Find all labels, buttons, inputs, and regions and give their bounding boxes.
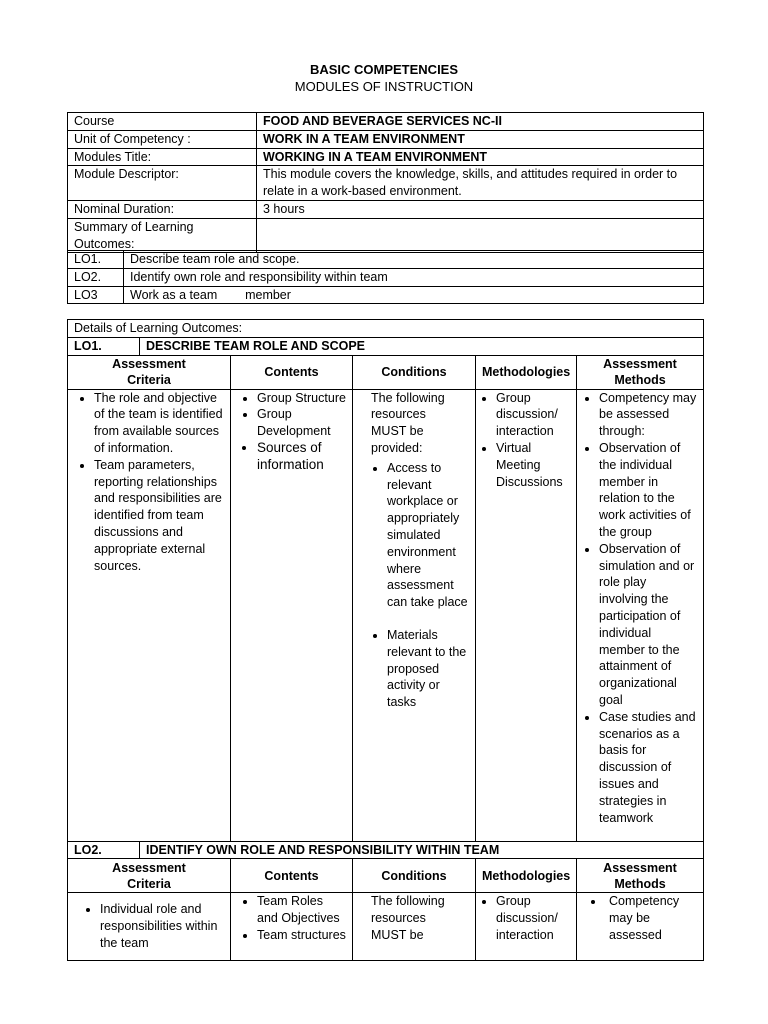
course-value: FOOD AND BEVERAGE SERVICES NC-II — [257, 113, 704, 131]
lo1-column-header-row — [68, 355, 704, 389]
document-subtitle: MODULES OF INSTRUCTION — [294, 79, 474, 94]
details-heading-row — [68, 320, 704, 338]
lo2-criteria-cell — [68, 893, 231, 961]
lo1-code: LO1. — [68, 337, 140, 355]
descriptor-label: Module Descriptor: — [68, 166, 257, 201]
lo2-title: IDENTIFY OWN ROLE AND RESPONSIBILITY WITHIN TEAM — [140, 841, 704, 859]
col-contents: Contents — [231, 355, 353, 389]
spacer — [387, 611, 469, 627]
col-assessment-methods: Assessment Methods — [577, 859, 704, 893]
descriptor-row — [68, 166, 704, 201]
module-info-table — [67, 112, 704, 253]
list-item: • Access to relevant workplace or appropriately simulated environment where assessment can take place — [387, 460, 469, 611]
outcome-text: Describe team role and scope. — [124, 251, 704, 269]
list-item: • Competency may be assessed — [605, 893, 697, 943]
list-item: • Group discussion/ interaction — [496, 893, 570, 943]
list-item: • Individual role and responsibilities within the team — [100, 901, 224, 951]
descriptor-value: This module covers the knowledge, skills, and attitudes required in order to relate in a work-based environment. — [257, 166, 704, 201]
list-item: • Team structures — [257, 927, 346, 944]
details-heading: Details of Learning Outcomes: — [68, 320, 704, 338]
col-methodologies: Methodologies — [476, 859, 577, 893]
modules-title-label: Modules Title: — [68, 148, 257, 166]
outcome-code: LO1. — [68, 251, 124, 269]
lo1-contents-cell — [231, 389, 353, 841]
lo1-conditions-cell — [353, 389, 476, 841]
course-row — [68, 113, 704, 131]
list-item: • Group discussion/ interaction — [496, 390, 570, 440]
list-item: • Case studies and scenarios as a basis for discussion of issues and strategies in teamwork — [599, 709, 697, 827]
duration-row — [68, 200, 704, 218]
lo2-code: LO2. — [68, 841, 140, 859]
list-item: • Observation of the individual member in relation to the work activities of the group — [599, 440, 697, 541]
outcome-row — [68, 251, 704, 269]
list-item: • Team Roles and Objectives — [257, 893, 346, 927]
col-assessment-methods: Assessment Methods — [577, 355, 704, 389]
lo1-methodologies-cell — [476, 389, 577, 841]
document-title: BASIC COMPETENCIES — [309, 62, 459, 77]
learning-outcomes-table — [67, 250, 704, 304]
lo2-conditions-cell — [353, 893, 476, 961]
col-methodologies: Methodologies — [476, 355, 577, 389]
list-item: • Virtual Meeting Discussions — [496, 440, 570, 490]
lo1-heading-row — [68, 337, 704, 355]
list-item: • Observation of simulation and or role play involving the participation of individual member to the attainment of organizational goal — [599, 541, 697, 709]
lo2-contents-cell — [231, 893, 353, 961]
summary-row — [68, 218, 704, 253]
lo1-title: DESCRIBE TEAM ROLE AND SCOPE — [140, 337, 704, 355]
unit-label: Unit of Competency : — [68, 130, 257, 148]
modules-title-value: WORKING IN A TEAM ENVIRONMENT — [257, 148, 704, 166]
conditions-intro: The following resources MUST be provided: — [371, 390, 445, 455]
lo1-criteria-cell — [68, 389, 231, 841]
col-contents: Contents — [231, 859, 353, 893]
list-item: • Team parameters, reporting relationships and responsibilities are identified from team discussions and appropriate external sources. — [94, 457, 224, 575]
lo2-methodologies-cell — [476, 893, 577, 961]
outcome-row — [68, 286, 704, 304]
lo1-body-row — [68, 389, 704, 841]
outcome-text: Work as a team member — [124, 286, 704, 304]
summary-label: Summary of Learning Outcomes: — [68, 218, 257, 253]
course-label: Course — [68, 113, 257, 131]
lo2-column-header-row — [68, 859, 704, 893]
outcome-row — [68, 268, 704, 286]
outcome-code: LO3 — [68, 286, 124, 304]
duration-label: Nominal Duration: — [68, 200, 257, 218]
modules-title-row — [68, 148, 704, 166]
lo2-body-row — [68, 893, 704, 961]
list-item: • Group Development — [257, 406, 346, 440]
lo2-heading-row — [68, 841, 704, 859]
summary-value — [257, 218, 704, 253]
col-conditions: Conditions — [353, 859, 476, 893]
unit-value: WORK IN A TEAM ENVIRONMENT — [257, 130, 704, 148]
list-item: • Competency may be assessed through: — [599, 390, 697, 440]
list-item: • Sources of information — [257, 440, 346, 474]
list-item: • The role and objective of the team is identified from available sources of information. — [94, 390, 224, 457]
lo1-methods-cell — [577, 389, 704, 841]
duration-value: 3 hours — [257, 200, 704, 218]
list-item: • Group Structure — [257, 390, 346, 407]
col-assessment-criteria: Assessment Criteria — [68, 859, 231, 893]
details-table — [67, 319, 704, 961]
outcome-code: LO2. — [68, 268, 124, 286]
list-item: • Materials relevant to the proposed activity or tasks — [387, 627, 469, 711]
unit-row — [68, 130, 704, 148]
col-assessment-criteria: Assessment Criteria — [68, 355, 231, 389]
outcome-text: Identify own role and responsibility within team — [124, 268, 704, 286]
lo2-methods-cell — [577, 893, 704, 961]
conditions-intro: The following resources MUST be — [371, 894, 445, 942]
col-conditions: Conditions — [353, 355, 476, 389]
